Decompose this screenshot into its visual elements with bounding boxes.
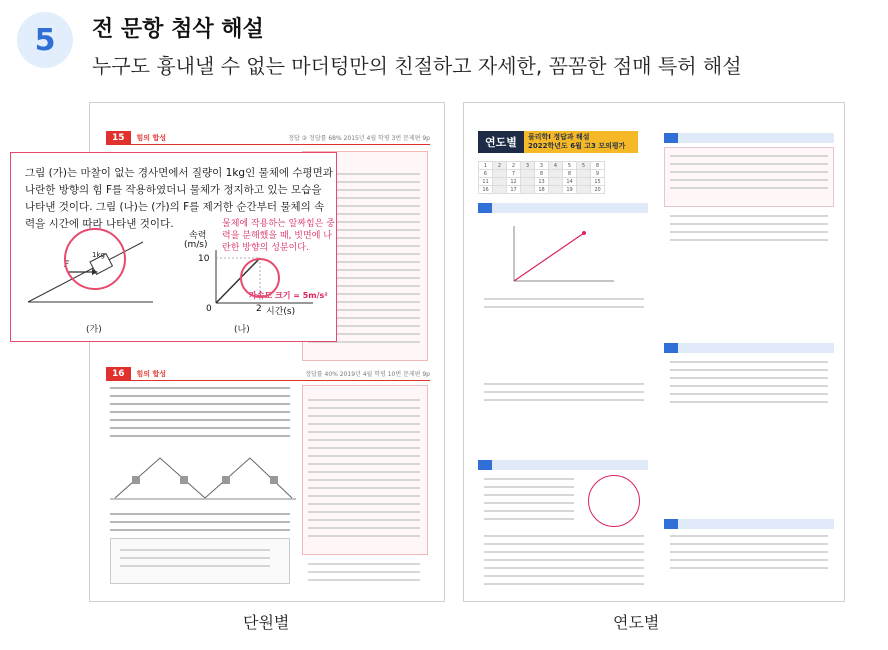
q16-question-lines <box>110 387 290 443</box>
year-sample-page <box>463 102 845 602</box>
r-q5-lines <box>670 535 828 575</box>
force-label: F <box>64 260 70 270</box>
answer-grid: 1 2 2 3 3 4 5 5 8 6 7 8 8 9 11 12 13 14 15 16 17 18 19 20 <box>478 161 605 194</box>
r-q1-lines <box>484 298 644 314</box>
r-q3-lines <box>670 155 828 195</box>
r-q3-bar <box>664 133 834 143</box>
graph-x-tick-2: 2 <box>256 304 262 314</box>
r-q3-solution <box>670 215 828 247</box>
callout-annotation: 물체에 작용하는 알짜힘은 중력을 분해했을 때, 빗면에 나란한 방향의 성분이다. <box>222 219 335 253</box>
graph-x-label: 시간(s) <box>266 307 296 317</box>
q16-bogi-lines <box>120 549 270 573</box>
q16-choices-lines <box>110 513 290 537</box>
figure-label-ga: (가) <box>86 325 102 335</box>
r-q2-bar <box>478 460 648 470</box>
q16-header <box>106 367 430 381</box>
q16-title: 힘의 합성 <box>136 369 167 378</box>
graph-y-tick: 10 <box>198 254 210 264</box>
r-q2-circle <box>588 475 640 527</box>
section-subtitle: 누구도 흉내낼 수 없는 마더텅만의 친절하고 자세한, 꼼꼼한 점매 특허 해설 <box>92 54 742 78</box>
r-q2-table <box>484 478 574 526</box>
section-number-badge <box>17 12 73 68</box>
q15-header <box>106 131 430 145</box>
figure-label-na: (나) <box>234 325 250 335</box>
q16-number: 16 <box>106 367 131 381</box>
q16-solution-lines <box>308 399 420 543</box>
r-q5-bar <box>664 519 834 529</box>
callout-line-2: 나란한 방향의 힘 F를 작용하였더니 물체가 정지하고 있는 모습을 <box>25 184 322 196</box>
graph-x-tick-0: 0 <box>206 304 212 314</box>
highlight-circle-incline <box>64 228 126 290</box>
r-q1-figure <box>504 221 624 291</box>
caption-unit: 단원별 <box>243 613 290 632</box>
r-q2-lines <box>484 535 644 591</box>
callout-line-3: 나타낸 것이다. 그림 (나)는 (가)의 F를 제거한 순간부터 물체의 속 <box>25 201 325 213</box>
highlight-circle-graph <box>240 258 280 298</box>
q15-meta: 정답 ② 정답률 68% 2015년 4월 학평 3번 문제편 9p <box>288 135 430 142</box>
caption-year: 연도별 <box>613 613 660 632</box>
section-title: 전 문항 첨삭 해설 <box>92 17 264 42</box>
r-q1-bar <box>478 203 648 213</box>
r-q4-bar <box>664 343 834 353</box>
q15-number: 15 <box>106 131 131 145</box>
year-header <box>478 131 638 153</box>
year-label: 연도별 <box>478 131 524 153</box>
q16-meta: 정답률 40% 2019년 4월 학평 10번 문제편 9p <box>305 371 430 378</box>
q16-extra-lines <box>308 563 420 587</box>
accel-label: 가속도 크기 = 5m/s² <box>249 291 328 300</box>
graph-y-unit: (m/s) <box>184 240 208 250</box>
q15-title: 힘의 합성 <box>136 133 167 142</box>
callout-line-1: 그림 (가)는 마찰이 없는 경사면에서 질량이 1kg인 물체에 수평면과 <box>25 167 333 179</box>
mass-label: 1kg <box>92 251 105 259</box>
section-number: 5 <box>34 22 56 58</box>
r-q1-solution <box>484 383 644 407</box>
exam-title-line-1: 물리학Ⅰ 정답과 해설 <box>528 133 590 141</box>
callout-line-4: 력을 시간에 따라 나타낸 것이다. <box>25 218 174 230</box>
exam-title-line-2: 2022학년도 6월 고3 모의평가 <box>528 142 626 150</box>
exam-title <box>524 131 638 153</box>
graph-y-label: 속력 <box>189 231 207 241</box>
r-q4-lines <box>670 361 828 409</box>
q16-incline-figure <box>110 443 296 503</box>
